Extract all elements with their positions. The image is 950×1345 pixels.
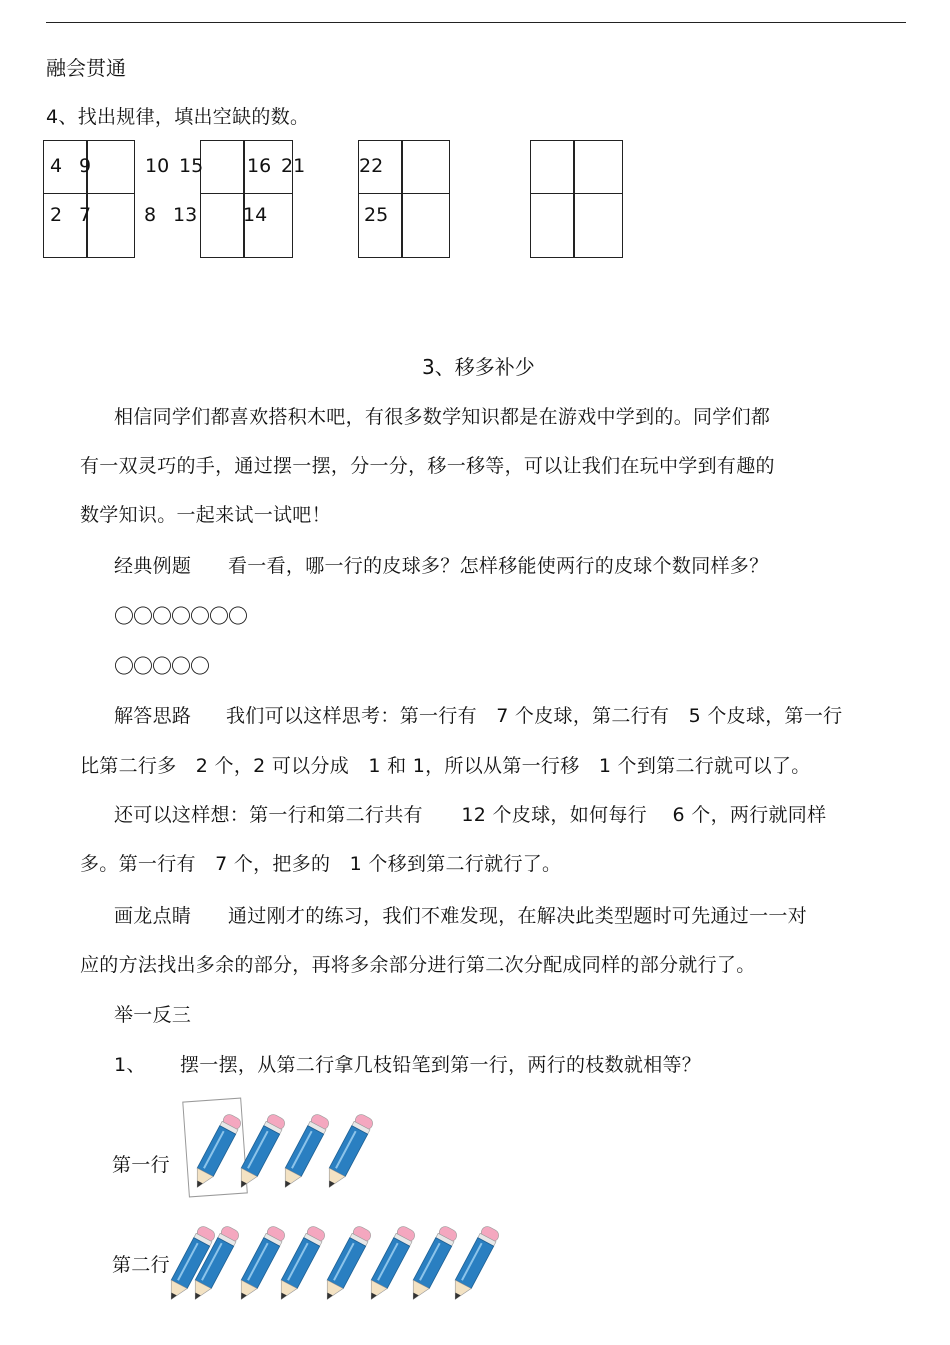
summary-line-2: 应的方法找出多余的部分，再将多余部分进行第二次分配成同样的部分就行了。	[80, 954, 756, 976]
practice-label: 举一反三	[114, 1004, 192, 1026]
solution-line-3: 还可以这样想：第一行和第二行共有 12 个皮球，如何每行 6 个，两行就同样	[114, 804, 827, 826]
grid-cell: 22	[359, 155, 384, 177]
grid-cell: 9	[79, 155, 92, 177]
section-label: 融会贯通	[46, 56, 126, 80]
solution-line-2: 比第二行多 2 个，2 可以分成 1 和 1，所以从第一行移 1 个到第二行就可以了。	[80, 755, 811, 777]
solution-line-4: 多。第一行有 7 个，把多的 1 个移到第二行就行了。	[80, 853, 562, 875]
example-text: 看一看，哪一行的皮球多？怎样移能使两行的皮球个数同样多？	[228, 555, 769, 577]
grid-cell: 14	[243, 204, 268, 226]
intro-line-1: 相信同学们都喜欢搭积木吧，有很多数学知识都是在游戏中学到的。同学们都	[114, 406, 771, 428]
grid-cell: 13	[173, 204, 198, 226]
example-label: 经典例题	[114, 555, 192, 577]
intro-line-3: 数学知识。一起来试一试吧！	[80, 504, 331, 526]
practice-q1-number: 1、	[114, 1054, 146, 1076]
grid-cell: 4	[50, 155, 63, 177]
pencil-row2-6	[363, 1224, 416, 1303]
grid-cell: 10	[145, 155, 170, 177]
summary-line-1: 通过刚才的练习，我们不难发现，在解决此类型题时可先通过一一对	[228, 905, 808, 927]
intro-line-2: 有一双灵巧的手，通过摆一摆，分一分，移一移等，可以让我们在玩中学到有趣的	[80, 455, 775, 477]
grid-cell: 2	[50, 204, 63, 226]
problem4-prompt: 4、找出规律，填出空缺的数。	[46, 106, 310, 128]
grid-cell: 21	[281, 155, 306, 177]
summary-label: 画龙点睛	[114, 905, 192, 927]
grid-cell: 8	[144, 204, 157, 226]
balls-row-2: 〇〇〇〇〇	[114, 654, 209, 678]
section-title: 3、移多补少	[422, 355, 535, 379]
row-1-label: 第一行	[112, 1154, 170, 1176]
grid-cell: 25	[364, 204, 389, 226]
grid-cell: 15	[179, 155, 204, 177]
pencil-row2-3	[233, 1224, 286, 1303]
grid-cell: 7	[79, 204, 92, 226]
pencil-row1-4	[321, 1112, 374, 1191]
solution-line-1: 我们可以这样思考：第一行有 7 个皮球，第二行有 5 个皮球，第一行	[226, 705, 843, 727]
row-2-label: 第二行	[112, 1254, 170, 1276]
solution-label: 解答思路	[114, 705, 192, 727]
grid-cell: 16	[247, 155, 272, 177]
balls-row-1: 〇〇〇〇〇〇〇	[114, 604, 247, 628]
pencil-row1-3	[277, 1112, 330, 1191]
pencil-row2-5	[319, 1224, 372, 1303]
practice-q1-text: 摆一摆，从第二行拿几枝铅笔到第一行，两行的枝数就相等？	[180, 1054, 702, 1076]
